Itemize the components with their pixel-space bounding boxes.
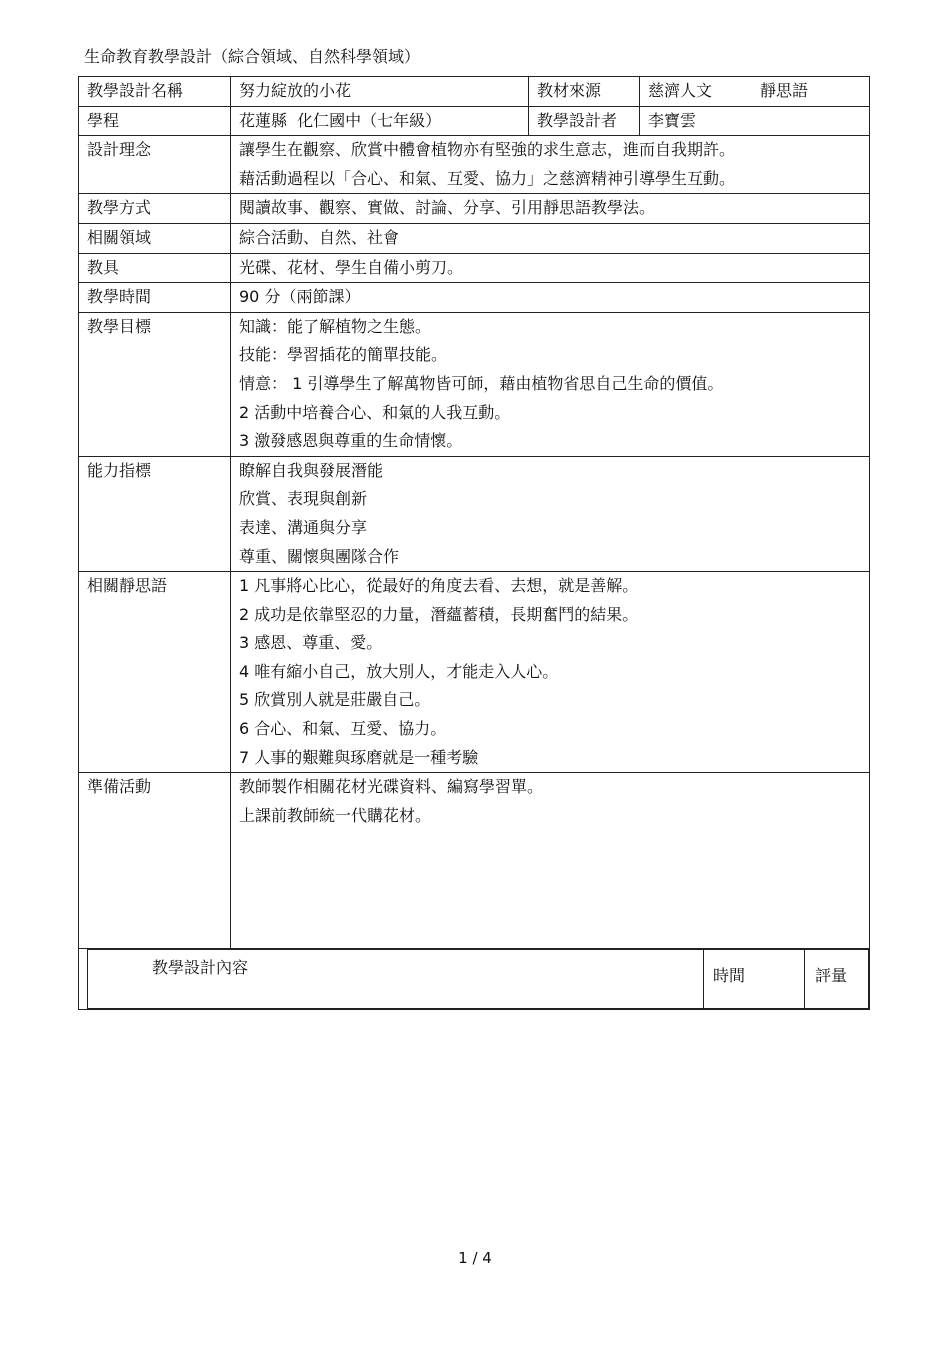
footer-content-header: 教學設計內容 <box>88 950 704 1009</box>
value-source <box>640 77 870 107</box>
footer-time-header: 時間 <box>704 950 805 1009</box>
goal-line: 知識：能了解植物之生態。 <box>239 316 432 336</box>
row-time <box>79 283 870 313</box>
ability-line: 尊重、關懷與團隊合作 <box>239 546 400 566</box>
value-prep <box>231 773 870 949</box>
ability-line: 欣賞、表現與創新 <box>239 489 368 509</box>
ability-line: 表達、溝通與分享 <box>239 517 368 537</box>
label-source: 教材來源 <box>529 77 640 107</box>
jingsi-line: 7 人事的艱難與琢磨就是一種考驗 <box>239 747 479 767</box>
value-source-a: 慈濟人文 <box>648 81 713 100</box>
value-method: 閱讀故事、觀察、實做、討論、分享、引用靜思語教學法。 <box>231 194 870 224</box>
row-prep <box>79 773 870 949</box>
jingsi-line: 3 感恩、尊重、愛。 <box>239 633 383 653</box>
prep-line: 上課前教師統一代購花材。 <box>239 805 432 825</box>
value-ability <box>231 456 870 571</box>
row-jingsi <box>79 572 870 773</box>
value-source-b: 靜思語 <box>760 81 809 100</box>
value-name: 努力綻放的小花 <box>231 77 529 107</box>
value-goals <box>231 312 870 456</box>
label-goals: 教學目標 <box>79 312 231 456</box>
row-concept <box>79 136 870 194</box>
value-designer: 李寶雲 <box>640 106 870 136</box>
row-name <box>79 77 870 107</box>
jingsi-line: 6 合心、和氣、互愛、協力。 <box>239 719 447 739</box>
row-school <box>79 106 870 136</box>
label-jingsi: 相關靜思語 <box>79 572 231 773</box>
jingsi-line: 4 唯有縮小自己，放大別人，才能走入人心。 <box>239 661 559 681</box>
goal-line: 技能：學習插花的簡單技能。 <box>239 345 448 365</box>
jingsi-line: 1 凡事將心比心，從最好的角度去看、去想，就是善解。 <box>239 576 639 596</box>
label-name: 教學設計名稱 <box>79 77 231 107</box>
value-school: 花蓮縣 化仁國中（七年級） <box>231 106 529 136</box>
value-concept <box>231 136 870 194</box>
label-time: 教學時間 <box>79 283 231 313</box>
row-domain <box>79 223 870 253</box>
value-time: 90 分（兩節課） <box>231 283 870 313</box>
prep-line: 教師製作相關花材光碟資料、編寫學習單。 <box>239 777 544 797</box>
label-concept: 設計理念 <box>79 136 231 194</box>
row-footer <box>79 949 870 1010</box>
page-number: 1 / 4 <box>458 1249 492 1267</box>
concept-line: 讓學生在觀察、欣賞中體會植物亦有堅強的求生意志，進而自我期許。 <box>239 140 736 160</box>
row-method <box>79 194 870 224</box>
label-designer: 教學設計者 <box>529 106 640 136</box>
label-school: 學程 <box>79 106 231 136</box>
value-jingsi <box>231 572 870 773</box>
goal-line: 情意： 1 引導學生了解萬物皆可師，藉由植物省思自己生命的價值。 <box>239 373 724 393</box>
row-ability <box>79 456 870 571</box>
label-domain: 相關領域 <box>79 223 231 253</box>
label-ability: 能力指標 <box>79 456 231 571</box>
goal-line: 2 活動中培養合心、和氣的人我互動。 <box>239 402 511 422</box>
document-title: 生命教育教學設計（綜合領域、自然科學領域） <box>84 47 421 66</box>
ability-line: 瞭解自我與發展潛能 <box>239 460 384 480</box>
row-goals <box>79 312 870 456</box>
jingsi-line: 5 欣賞別人就是莊嚴自己。 <box>239 690 431 710</box>
lesson-plan-table <box>78 76 870 1010</box>
goal-line: 3 激發感恩與尊重的生命情懷。 <box>239 431 463 451</box>
value-tools: 光碟、花材、學生自備小剪刀。 <box>231 253 870 283</box>
label-prep: 準備活動 <box>79 773 231 949</box>
jingsi-line: 2 成功是依靠堅忍的力量，潛蘊蓄積，長期奮鬥的結果。 <box>239 604 639 624</box>
concept-line: 藉活動過程以「合心、和氣、互愛、協力」之慈濟精神引導學生互動。 <box>239 168 736 188</box>
label-tools: 教具 <box>79 253 231 283</box>
footer-eval-header: 評量 <box>805 950 869 1009</box>
label-method: 教學方式 <box>79 194 231 224</box>
footer-table <box>87 949 869 1009</box>
value-domain: 綜合活動、自然、社會 <box>231 223 870 253</box>
row-tools <box>79 253 870 283</box>
